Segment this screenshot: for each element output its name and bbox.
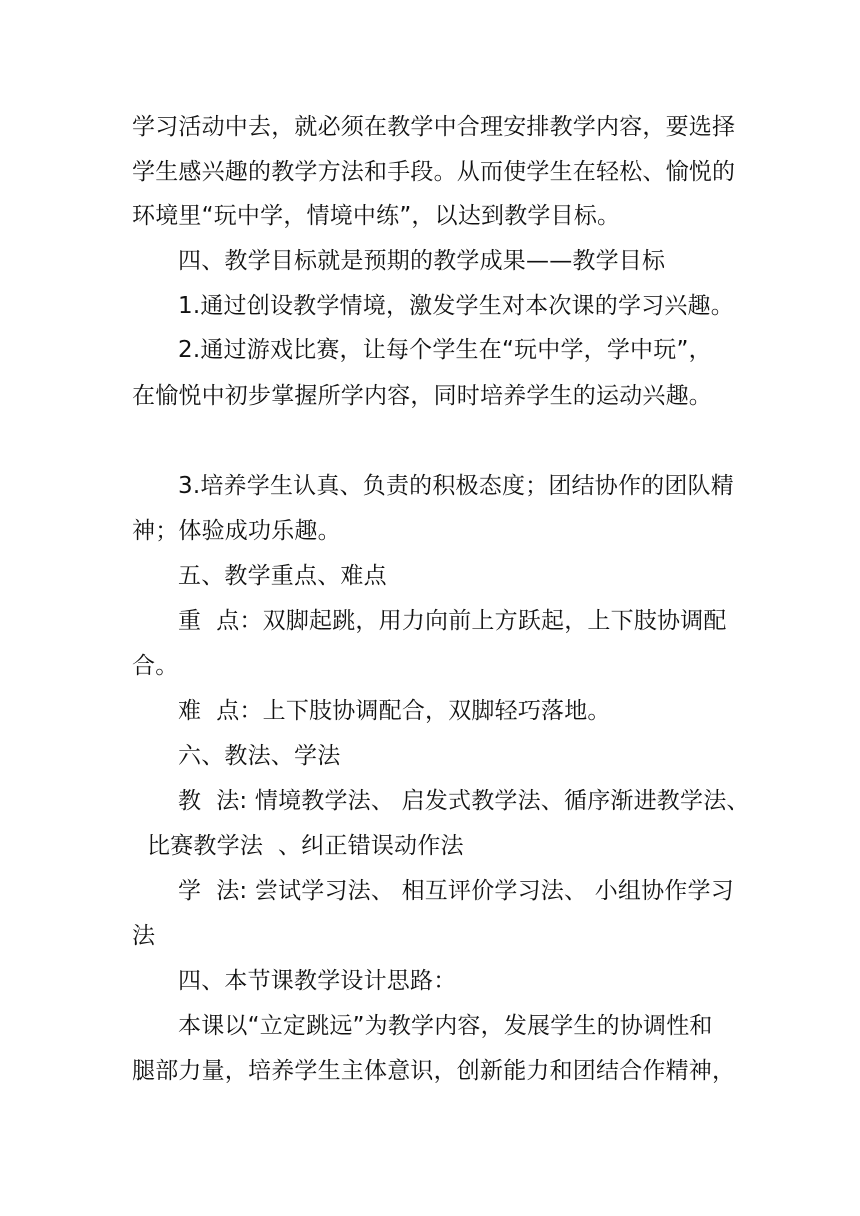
body-line: 教 法: 情境教学法、 启发式教学法、循序渐进教学法、	[178, 788, 750, 814]
list-item: 3.培养学生认真、负责的积极态度；团结协作的团队精	[178, 473, 734, 499]
body-line: 学 法: 尝试学习法、 相互评价学习法、 小组协作学习	[178, 878, 734, 904]
section-heading: 四、教学目标就是预期的教学成果——教学目标	[178, 248, 666, 274]
body-line: 腿部力量，培养学生主体意识，创新能力和团结合作精神，	[132, 1058, 736, 1084]
body-line: 重 点：双脚起跳，用力向前上方跃起，上下肢协调配	[178, 608, 727, 634]
section-heading: 五、教学重点、难点	[178, 563, 387, 589]
body-line: 比赛教学法 、纠正错误动作法	[132, 833, 464, 859]
body-line: 环境里“玩中学，情境中练”，以达到教学目标。	[132, 203, 621, 229]
body-line: 难 点：上下肢协调配合，双脚轻巧落地。	[178, 698, 611, 724]
list-item: 1.通过创设教学情境，激发学生对本次课的学习兴趣。	[178, 293, 734, 319]
section-heading: 四、本节课教学设计思路：	[178, 968, 457, 994]
body-line: 在愉悦中初步掌握所学内容，同时培养学生的运动兴趣。	[132, 383, 712, 409]
section-heading: 六、教法、学法	[178, 743, 341, 769]
body-line: 法	[132, 923, 156, 949]
body-line: 合。	[132, 653, 179, 679]
body-line: 神；体验成功乐趣。	[132, 518, 341, 544]
body-line: 学习活动中去，就必须在教学中合理安排教学内容，要选择	[132, 114, 736, 140]
body-line: 学生感兴趣的教学方法和手段。从而使学生在轻松、愉悦的	[132, 159, 736, 185]
body-line: 本课以“立定跳远”为教学内容，发展学生的协调性和	[178, 1013, 713, 1039]
list-item: 2.通过游戏比赛，让每个学生在“玩中学，学中玩”，	[178, 337, 712, 363]
